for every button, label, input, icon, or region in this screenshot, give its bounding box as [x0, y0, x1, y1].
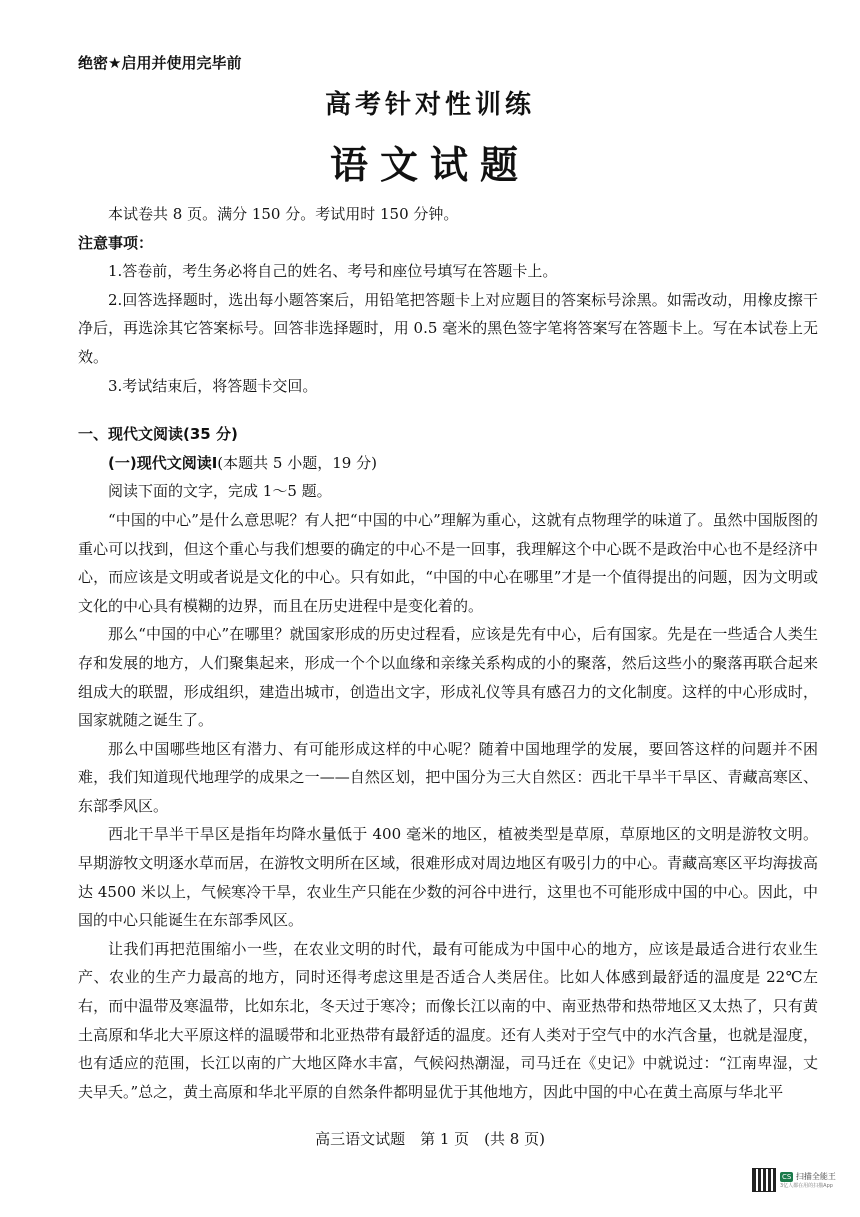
subject-title: 语文试题 [329, 143, 530, 187]
subsection-heading-bold: (一)现代文阅读Ⅰ [108, 453, 218, 472]
note-item: 1.答卷前，考生务必将自己的姓名、考号和座位号填写在答题卡上。 [108, 262, 558, 281]
passage-paragraph: 那么“中国的中心”在哪里？就国家形成的历史过程看，应该是先有中心，后有国家。先是在一些适合人类生存和发展的地方，人们聚集起来，形成一个个以血缘和亲缘关系构成的小的聚落，然后这些小的聚落再联合起来组成大的联盟，形成组织，建造出城市，创造出文字，形成礼仪等具有感召力的文化制度。这样的中心形成时，国家就随之诞生了。 [78, 625, 818, 730]
scanner-text [780, 1171, 836, 1189]
subsection-heading-rest: (本题共 5 小题，19 分) [217, 453, 377, 472]
section-heading: 一、现代文阅读(35 分) [78, 425, 238, 444]
passage-paragraph: 西北干旱半干旱区是指年均降水量低于 400 毫米的地区，植被类型是草原，草原地区的文明是游牧文明。早期游牧文明逐水草而居，在游牧文明所在区域，很难形成对周边地区有吸引力的中心。青藏高寒区平均海拔高达 4500 米以上，气候寒冷干旱，农业生产只能在少数的河谷中进行，这里也不可能形成中国的中心。因此，中国的中心只能诞生在东部季风区。 [78, 825, 818, 930]
exam-body [78, 200, 818, 1106]
cs-logo-icon: CS [782, 1173, 792, 1181]
scanner-name-row [780, 1171, 836, 1182]
scanner-tagline: 3亿人都在用的扫描App [780, 1183, 833, 1189]
secret-label: 绝密★启用并使用完毕前 [78, 54, 242, 72]
passage-paragraph: 那么中国哪些地区有潜力、有可能形成这样的中心呢？随着中国地理学的发展，要回答这样的问题并不困难，我们知道现代地理学的成果之一——自然区划，把中国分为三大自然区：西北干旱半干旱区、青藏高寒区、东部季风区。 [78, 739, 818, 815]
page-footer: 高三语文试题 第 1 页 (共 8 页) [315, 1130, 545, 1148]
notes-heading: 注意事项： [78, 233, 154, 252]
scanner-watermark [752, 1166, 848, 1194]
exam-summary: 本试卷共 8 页。满分 150 分。考试用时 150 分钟。 [108, 205, 459, 223]
scanner-name: 扫描全能王 [795, 1172, 836, 1181]
note-item: 2.回答选择题时，选出每小题答案后，用铅笔把答题卡上对应题目的答案标号涂黑。如需改动，用橡皮擦干净后，再选涂其它答案标号。回答非选择题时，用 0.5 毫米的黑色签字笔将答案写在答题卡上。写在本试卷上无效。 [78, 290, 818, 366]
passage-paragraph: “中国的中心”是什么意思呢？有人把“中国的中心”理解为重心，这就有点物理学的味道了。虽然中国版图的重心可以找到，但这个重心与我们想要的确定的中心不是一回事，我理解这个中心既不是政治中心也不是经济中心，而应该是文明或者说是文化的中心。只有如此，“中国的中心在哪里”才是一个值得提出的问题，因为文明或文化的中心具有模糊的边界，而且在历史进程中是变化着的。 [78, 510, 818, 615]
passage-paragraph: 让我们再把范围缩小一些，在农业文明的时代，最有可能成为中国中心的地方，应该是最适合进行农业生产、农业的生产力最高的地方，同时还得考虑这里是否适合人类居住。比如人体感到最舒适的温度是 22℃左右，而中温带及寒温带，比如东北，冬天过于寒冷；而像长江以南的中、南亚热带和热带地区又太热了，只有黄土高原和华北大平原这样的温暖带和北亚热带有最舒适的温度。还有人类对于空气中的水汽含量，也就是湿度，也有适应的范围，长江以南的广大地区降水丰富，气候闷热潮湿，司马迁在《史记》中就说过：“江南卑湿，丈夫早夭。”总之，黄土高原和华北平原的自然条件都明显优于其他地方，因此中国的中心在黄土高原与华北平 [78, 939, 818, 1101]
subsection-heading [78, 449, 818, 478]
qr-code-icon [752, 1168, 776, 1192]
exam-title: 高考针对性训练 [324, 90, 535, 120]
reading-instruction: 阅读下面的文字，完成 1～5 题。 [108, 482, 332, 501]
note-item: 3.考试结束后，将答题卡交回。 [108, 376, 318, 395]
